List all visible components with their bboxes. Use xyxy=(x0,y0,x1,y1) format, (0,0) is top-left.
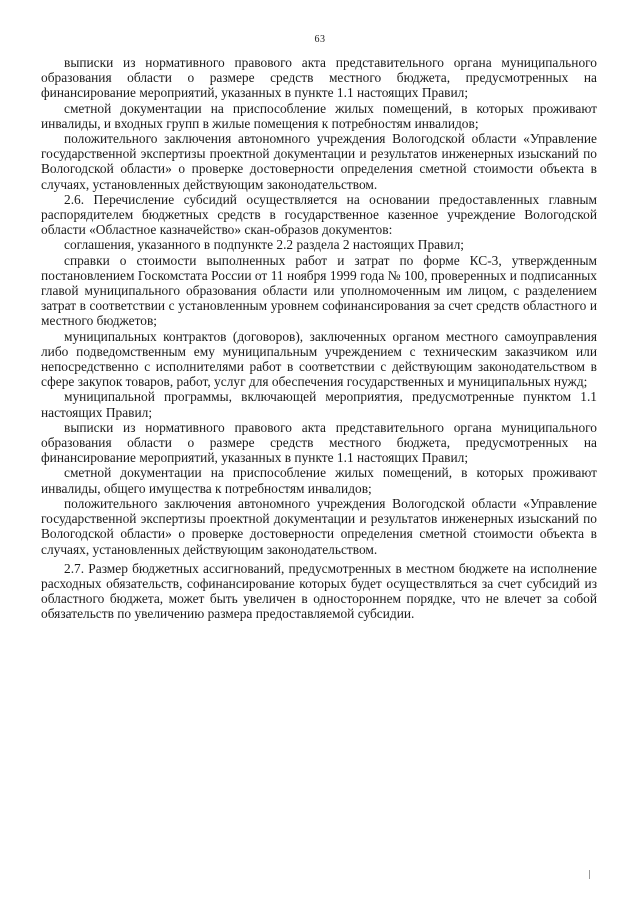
paragraph: муниципальной программы, включающей мероприятия, предусмотренные пунктом 1.1 настоящих Правил; xyxy=(41,389,597,420)
paragraph: соглашения, указанного в подпункте 2.2 раздела 2 настоящих Правил; xyxy=(64,237,464,253)
paragraph: положительного заключения автономного учреждения Вологодской области «Управление государственной экспертизы проектной документации и результатов инженерных изысканий по Вологодской области» о проверке достоверности определения сметной стоимости объекта в случаях, установленных действующим законодательством. xyxy=(41,131,597,192)
paragraph: справки о стоимости выполненных работ и затрат по форме КС-3, утвержденным постановлением Госкомстата России от 11 ноября 1999 года № 100, проверенных и подписанных главой муниципального образования области или уполномоченным им лицом, с разделением затрат в соответствии с установленным уровнем софинансирования за счет средств областного и местного бюджетов; xyxy=(41,252,597,329)
paragraph: положительного заключения автономного учреждения Вологодской области «Управление государственной экспертизы проектной документации и результатов инженерных изысканий по Вологодской области» о проверке достоверности определения сметной стоимости объекта в случаях, установленных действующим законодательством. xyxy=(41,495,597,557)
paragraph: выписки из нормативного правового акта представительного органа муниципального образования области о размере средств местного бюджета, предусмотренных на финансирование мероприятий, указанных в пункте 1.1 настоящих Правил; xyxy=(41,419,597,466)
scan-edge-mark xyxy=(589,870,590,879)
paragraph: выписки из нормативного правового акта представительного органа муниципального образования области о размере средств местного бюджета, предусмотренных на финансирование мероприятий, указанных в пункте 1.1 настоящих Правил; xyxy=(41,55,597,101)
paragraph: 2.7. Размер бюджетных ассигнований, предусмотренных в местном бюджете на исполнение расходных обязательств, софинансирование которых будет осуществляться за счет субсидий из областного бюджета, может быть увеличен в одностороннем порядке, что не влечет за собой обязательств по увеличению размера предоставляемой субсидии. xyxy=(41,560,597,622)
paragraph: сметной документации на приспособление жилых помещений, в которых проживают инвалиды, общего имущества к потребностям инвалидов; xyxy=(41,465,597,496)
page-number: 63 xyxy=(314,34,326,45)
document-body xyxy=(41,55,597,622)
paragraph: муниципальных контрактов (договоров), заключенных органом местного самоуправления либо подведомственным ему муниципальным учреждением с техническим заказчиком или непосредственно с исполнителями работ в соответствии с действующим законодательством в сфере закупок товаров, работ, услуг для обеспечения государственных и муниципальных нужд; xyxy=(41,328,597,390)
paragraph: 2.6. Перечисление субсидий осуществляется на основании предоставленных главным распорядителем бюджетных средств в государственное казенное учреждение Вологодской области «Областное казначейство» скан-образов документов: xyxy=(41,191,597,238)
paragraph: сметной документации на приспособление жилых помещений, в которых проживают инвалиды, и входных групп в жилые помещения к потребностям инвалидов; xyxy=(41,100,597,131)
